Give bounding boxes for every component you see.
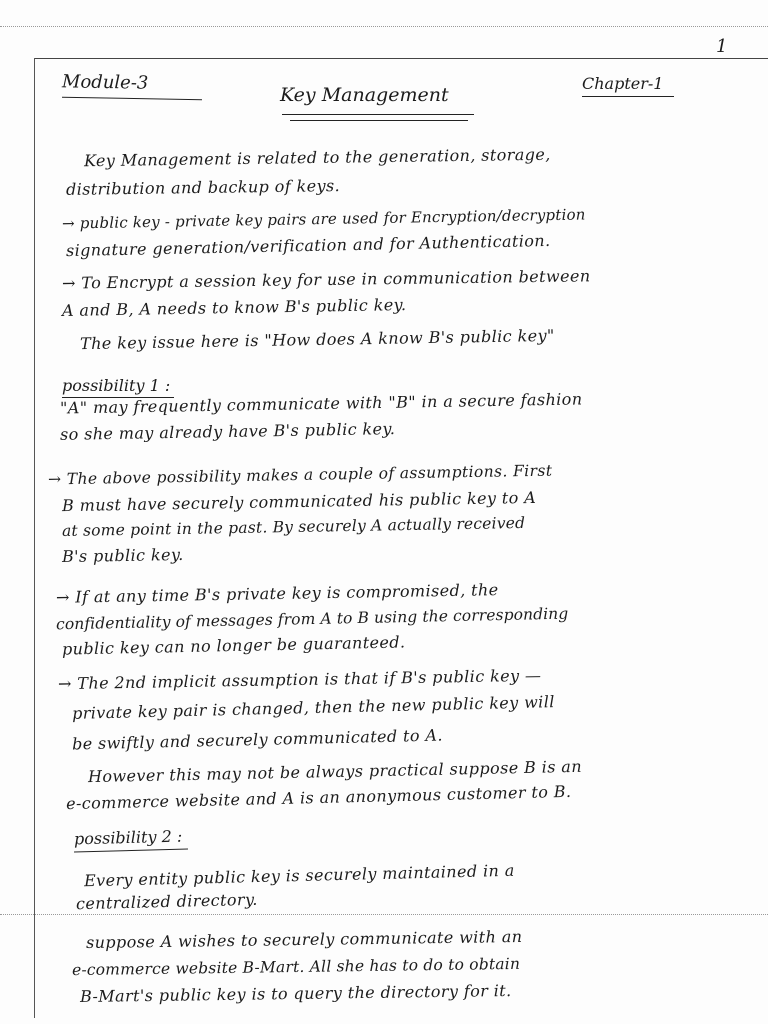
text-line: → The 2nd implicit assumption is that if B's public key — bbox=[57, 665, 542, 694]
text-line: However this may not be always practical suppose B is an bbox=[87, 756, 583, 787]
title-underline-second bbox=[290, 120, 468, 121]
text-line: so she may already have B's public key. bbox=[59, 419, 396, 444]
text-line: distribution and backup of keys. bbox=[65, 176, 341, 199]
text-line: Every entity public key is securely maintained in a bbox=[83, 860, 515, 891]
module-label: Module-3 bbox=[61, 71, 149, 94]
text-line: confidentiality of messages from A to B using the corresponding bbox=[55, 604, 569, 634]
text-line: → The above possibility makes a couple of assumptions. First bbox=[47, 461, 553, 489]
text-line: e-commerce website B-Mart. All she has to do to obtain bbox=[71, 954, 521, 980]
ruled-margin-line bbox=[34, 58, 35, 1018]
text-line: private key pair is changed, then the new public key will bbox=[71, 692, 555, 723]
ruled-top-border bbox=[34, 58, 768, 59]
subheading-possibility-1: possibility 1 : bbox=[62, 376, 171, 395]
text-line: "A" may frequently communicate with "B" in a secure fashion bbox=[59, 389, 583, 418]
chapter-label: Chapter-1 bbox=[582, 74, 664, 93]
text-line: signature generation/verification and for Authentication. bbox=[65, 230, 551, 261]
text-line: → If at any time B's private key is compromised, the bbox=[55, 580, 499, 607]
module-underline bbox=[62, 97, 202, 100]
text-line: be swiftly and securely communicated to A. bbox=[71, 725, 444, 754]
page-number: 1 bbox=[716, 36, 728, 57]
text-line: B-Mart's public key is to query the directory for it. bbox=[79, 980, 512, 1007]
text-line: centralized directory. bbox=[75, 889, 258, 914]
page-edge-dotted-top bbox=[0, 26, 768, 27]
text-line: B must have securely communicated his public key to A bbox=[61, 487, 537, 516]
text-line: suppose A wishes to securely communicate with an bbox=[85, 926, 523, 953]
chapter-underline bbox=[582, 96, 674, 97]
title-underline bbox=[282, 114, 474, 115]
text-line: → To Encrypt a session key for use in communication between bbox=[61, 266, 591, 293]
text-line: A and B, A needs to know B's public key. bbox=[61, 294, 407, 321]
page-title: Key Management bbox=[280, 84, 449, 106]
text-line: at some point in the past. By securely A actually received bbox=[61, 513, 526, 541]
subheading-underline bbox=[74, 849, 188, 853]
text-line: The key issue here is "How does A know B's public key" bbox=[79, 325, 555, 354]
text-line: e-commerce website and A is an anonymous customer to B. bbox=[65, 781, 572, 814]
text-line: Key Management is related to the generation, storage, bbox=[83, 144, 551, 171]
text-line: public key can no longer be guaranteed. bbox=[61, 632, 406, 659]
text-line: B's public key. bbox=[61, 544, 184, 567]
text-line: → public key - private key pairs are used for Encryption/decryption bbox=[61, 205, 586, 233]
page-edge-dotted-bottom bbox=[0, 914, 768, 915]
subheading-possibility-2: possibility 2 : bbox=[73, 826, 183, 849]
